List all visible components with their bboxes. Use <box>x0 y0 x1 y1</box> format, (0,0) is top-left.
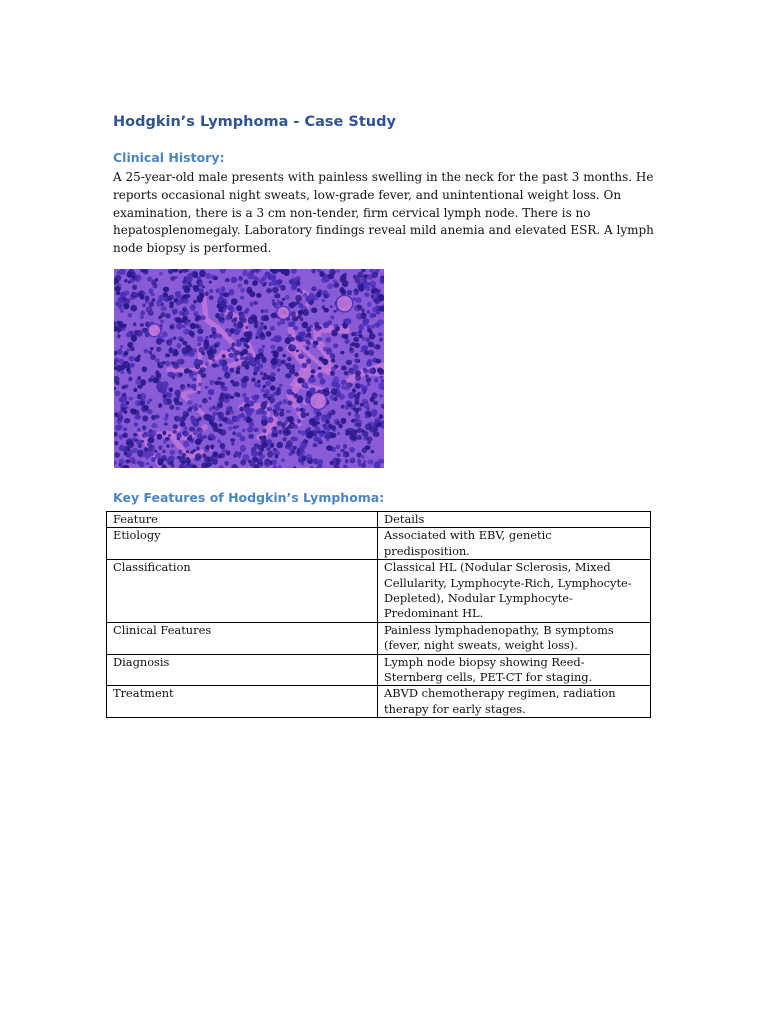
details-line: Lymph node biopsy showing Reed- <box>384 654 585 669</box>
feature-cell: Etiology <box>107 528 378 560</box>
details-cell <box>378 560 651 623</box>
page-title: Hodgkin’s Lymphoma - Case Study <box>113 114 396 130</box>
details-cell <box>378 686 651 718</box>
clinical-history-line: hepatosplenomegaly. Laboratory findings reveal mild anemia and elevated ESR. A lymph <box>113 223 654 238</box>
clinical-history-line: node biopsy is performed. <box>113 241 272 256</box>
details-cell <box>378 528 651 560</box>
details-line: therapy for early stages. <box>384 701 526 716</box>
histology-micrograph <box>114 269 384 468</box>
table-row <box>107 686 651 718</box>
clinical-history-heading: Clinical History: <box>113 150 225 165</box>
details-line: predisposition. <box>384 543 470 558</box>
details-line: Classical HL (Nodular Sclerosis, Mixed <box>384 560 611 575</box>
key-features-heading: Key Features of Hodgkin’s Lymphoma: <box>113 490 385 505</box>
histology-micrograph-image <box>114 269 384 468</box>
key-features-table <box>106 511 651 718</box>
table-row <box>107 622 651 654</box>
details-line: Predominant HL. <box>384 606 484 621</box>
details-line: (fever, night sweats, weight loss). <box>384 638 578 653</box>
details-line: Sternberg cells, PET-CT for staging. <box>384 670 593 685</box>
feature-cell: Classification <box>107 560 378 623</box>
feature-cell: Diagnosis <box>107 654 378 686</box>
table-row <box>107 560 651 623</box>
details-line: ABVD chemotherapy regimen, radiation <box>384 686 616 701</box>
details-line: Associated with EBV, genetic <box>384 528 552 543</box>
details-cell <box>378 622 651 654</box>
clinical-history-line: A 25-year-old male presents with painless swelling in the neck for the past 3 months. He <box>113 170 654 184</box>
details-line: Depleted), Nodular Lymphocyte- <box>384 591 573 606</box>
header-cell-details: Details <box>378 512 651 528</box>
details-line: Painless lymphadenopathy, B symptoms <box>384 622 614 637</box>
clinical-history-text <box>113 169 654 258</box>
feature-cell: Clinical Features <box>107 622 378 654</box>
table-header-row <box>107 512 651 528</box>
feature-cell: Treatment <box>107 686 378 718</box>
table-row <box>107 528 651 560</box>
details-line: Cellularity, Lymphocyte-Rich, Lymphocyte- <box>384 575 632 590</box>
clinical-history-line: reports occasional night sweats, low-grade fever, and unintentional weight loss. On <box>113 187 622 202</box>
details-cell <box>378 654 651 686</box>
clinical-history-line: examination, there is a 3 cm non-tender, firm cervical lymph node. There is no <box>113 205 591 220</box>
header-cell-feature: Feature <box>107 512 378 528</box>
table-row <box>107 654 651 686</box>
